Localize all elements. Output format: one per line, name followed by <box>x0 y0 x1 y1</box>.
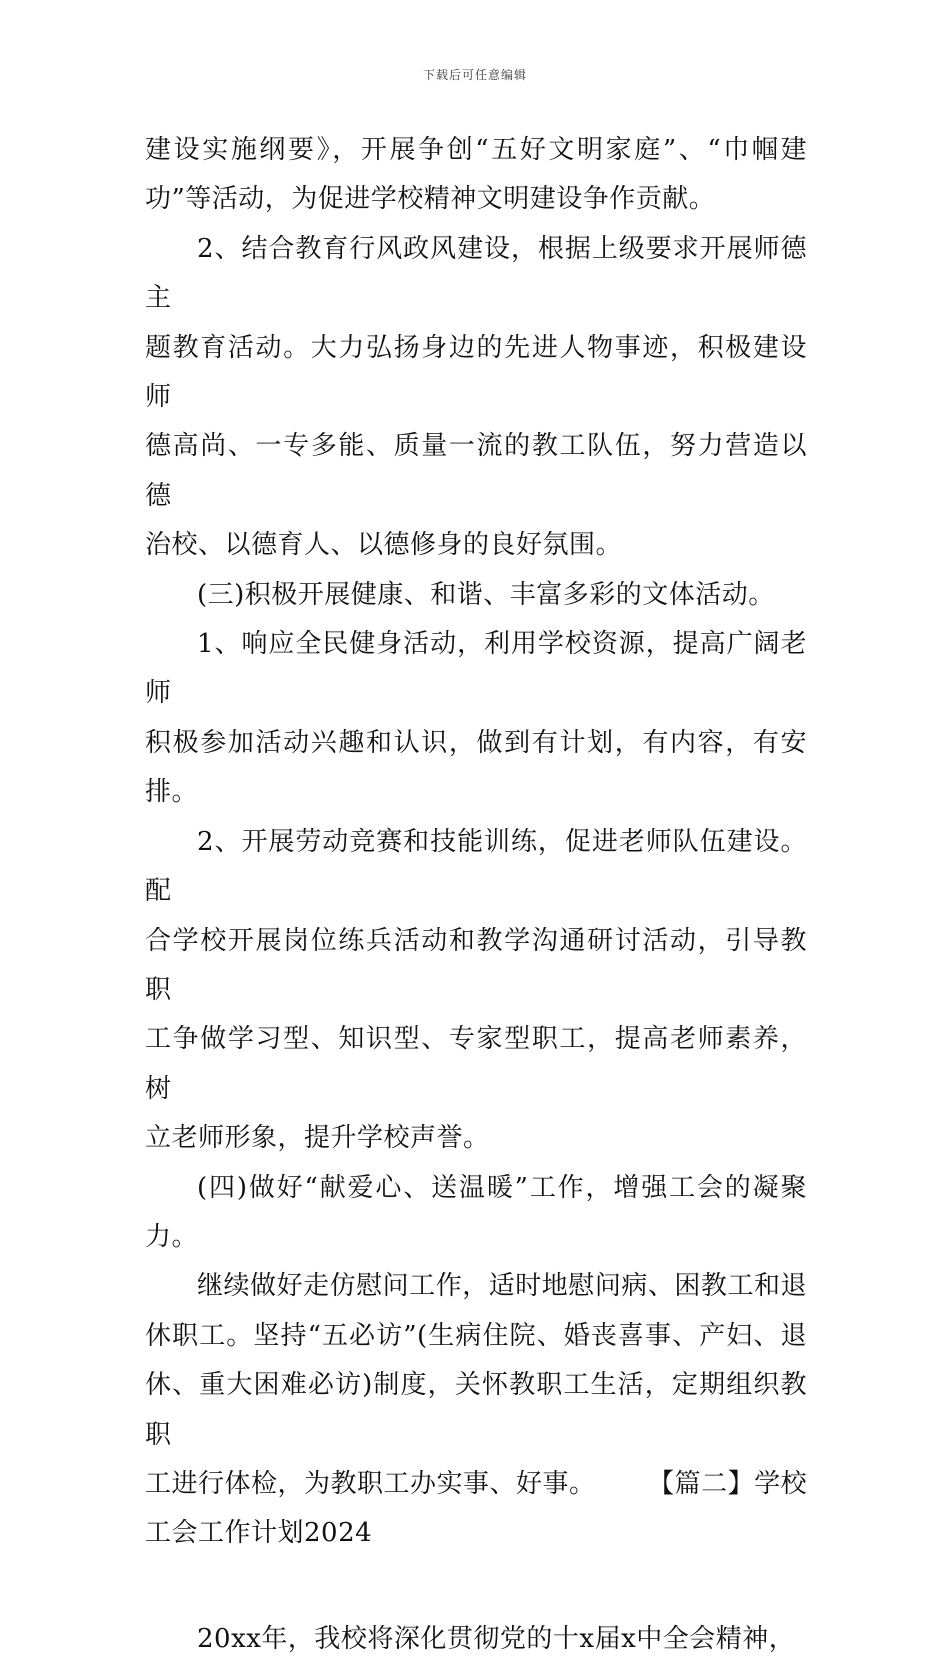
text-line: (四)做好“献爱心、送温暖”工作，增强工会的凝聚 <box>197 1172 807 1203</box>
text-line: 2、开展劳动竞赛和技能训练，促进老师队伍建设。配 <box>145 826 807 907</box>
text-line: 德高尚、一专多能、质量一流的教工队伍，努力营造以德 <box>145 431 807 511</box>
paragraph-4 <box>145 620 807 818</box>
text-line: 继续做好走仿慰问工作，适时地慰问病、困教工和退 <box>197 1271 807 1302</box>
text-line: 积极参加活动兴趣和认识，做到有计划，有内容，有安排。 <box>145 727 807 808</box>
text-line: 治校、以德育人、以德修身的良好氛围。 <box>145 530 623 561</box>
text-line: 休职工。坚持“五必访”(生病住院、婚丧喜事、产妇、退 <box>145 1320 807 1351</box>
paragraph-5 <box>145 818 807 1164</box>
text-line: 休、重大困难必访)制度，关怀教职工生活，定期组织教职 <box>145 1370 807 1450</box>
document-body <box>145 126 807 1664</box>
section-gap <box>145 1559 807 1615</box>
paragraph-6 <box>145 1164 807 1263</box>
text-line: 1、响应全民健身活动，利用学校资源，提高广阔老师 <box>145 629 807 709</box>
text-line: 工争做学习型、知识型、专家型职工，提高老师素养，树 <box>145 1024 807 1104</box>
paragraph-2 <box>145 225 807 571</box>
text-line: 立老师形象，提升学校声誉。 <box>145 1123 490 1154</box>
text-line: 合学校开展岗位练兵活动和教学沟通研讨活动，引导教职 <box>145 925 807 1005</box>
text-line: 20xx年，我校将深化贯彻党的十x届x中全会精神， <box>197 1623 796 1654</box>
paragraph-1 <box>145 126 807 225</box>
paragraph-3 <box>145 571 807 620</box>
text-line: 工进行体检，为教职工办实事、好事。 【篇二】学校 <box>145 1468 808 1499</box>
paragraph-7 <box>145 1262 807 1558</box>
text-line: 力。 <box>145 1221 199 1252</box>
text-line: 功”等活动，为促进学校精神文明建设争作贡献。 <box>145 184 716 215</box>
text-line: 工会工作计划2024 <box>145 1518 373 1549</box>
page-header: 下载后可任意编辑 <box>422 68 527 82</box>
text-line: 题教育活动。大力弘扬身边的先进人物事迹，积极建设师 <box>145 332 807 413</box>
text-line: (三)积极开展健康、和谐、丰富多彩的文体活动。 <box>197 579 775 610</box>
text-line: 2、结合教育行风政风建设，根据上级要求开展师德主 <box>145 233 807 314</box>
paragraph-8 <box>145 1615 807 1664</box>
text-line: 建设实施纲要》，开展争创“五好文明家庭”、“巾帼建 <box>145 135 807 165</box>
